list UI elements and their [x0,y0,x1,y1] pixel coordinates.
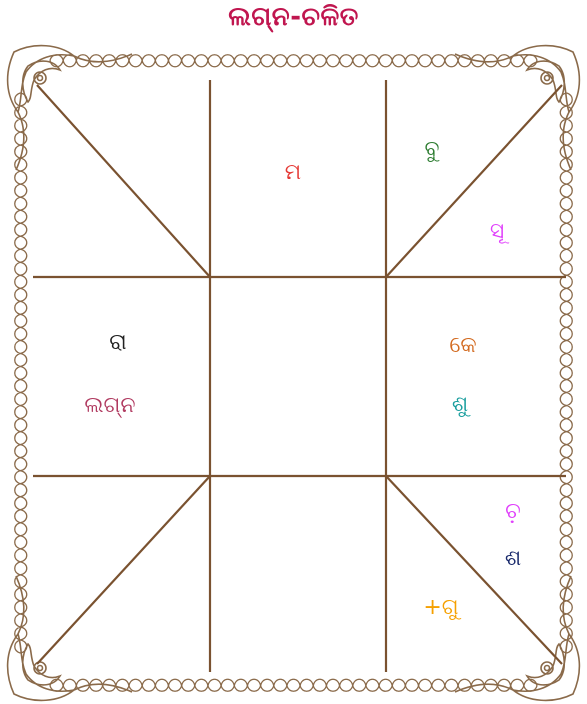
chart-line [386,85,562,277]
chart-line [386,476,562,664]
border-scallop [567,93,572,653]
planet-label-bottom-right-upper-1: ଚ଼ [505,499,521,524]
planet-label-top-right-lower-1: ସୂ [489,219,505,244]
planet-label-top-right-upper-1: ବୁ [424,137,440,162]
planet-label-bottom-right-upper-2: ଶ [504,546,522,571]
border-scallop [50,679,537,686]
planet-label-middle-left-2: ଲଗ୍ନ [84,393,136,418]
border-scallop [15,93,20,653]
chart-line [37,476,210,664]
chart-title: ଲଗ୍ନ-ଚଳିତ [228,2,359,32]
planet-label-bottom-right-lower-1: +ଗୁ [423,595,459,620]
border-scallop [560,93,567,653]
planet-label-middle-left-1: ରା [109,330,127,355]
planet-label-middle-right-2: ଶୁ [451,392,469,417]
planet-label-middle-right-1: କେ [449,333,477,358]
chart-line [37,85,210,277]
border-scallop [50,60,537,67]
border-scallop [20,93,27,653]
planet-label-top-middle-1: ମ [284,160,302,185]
